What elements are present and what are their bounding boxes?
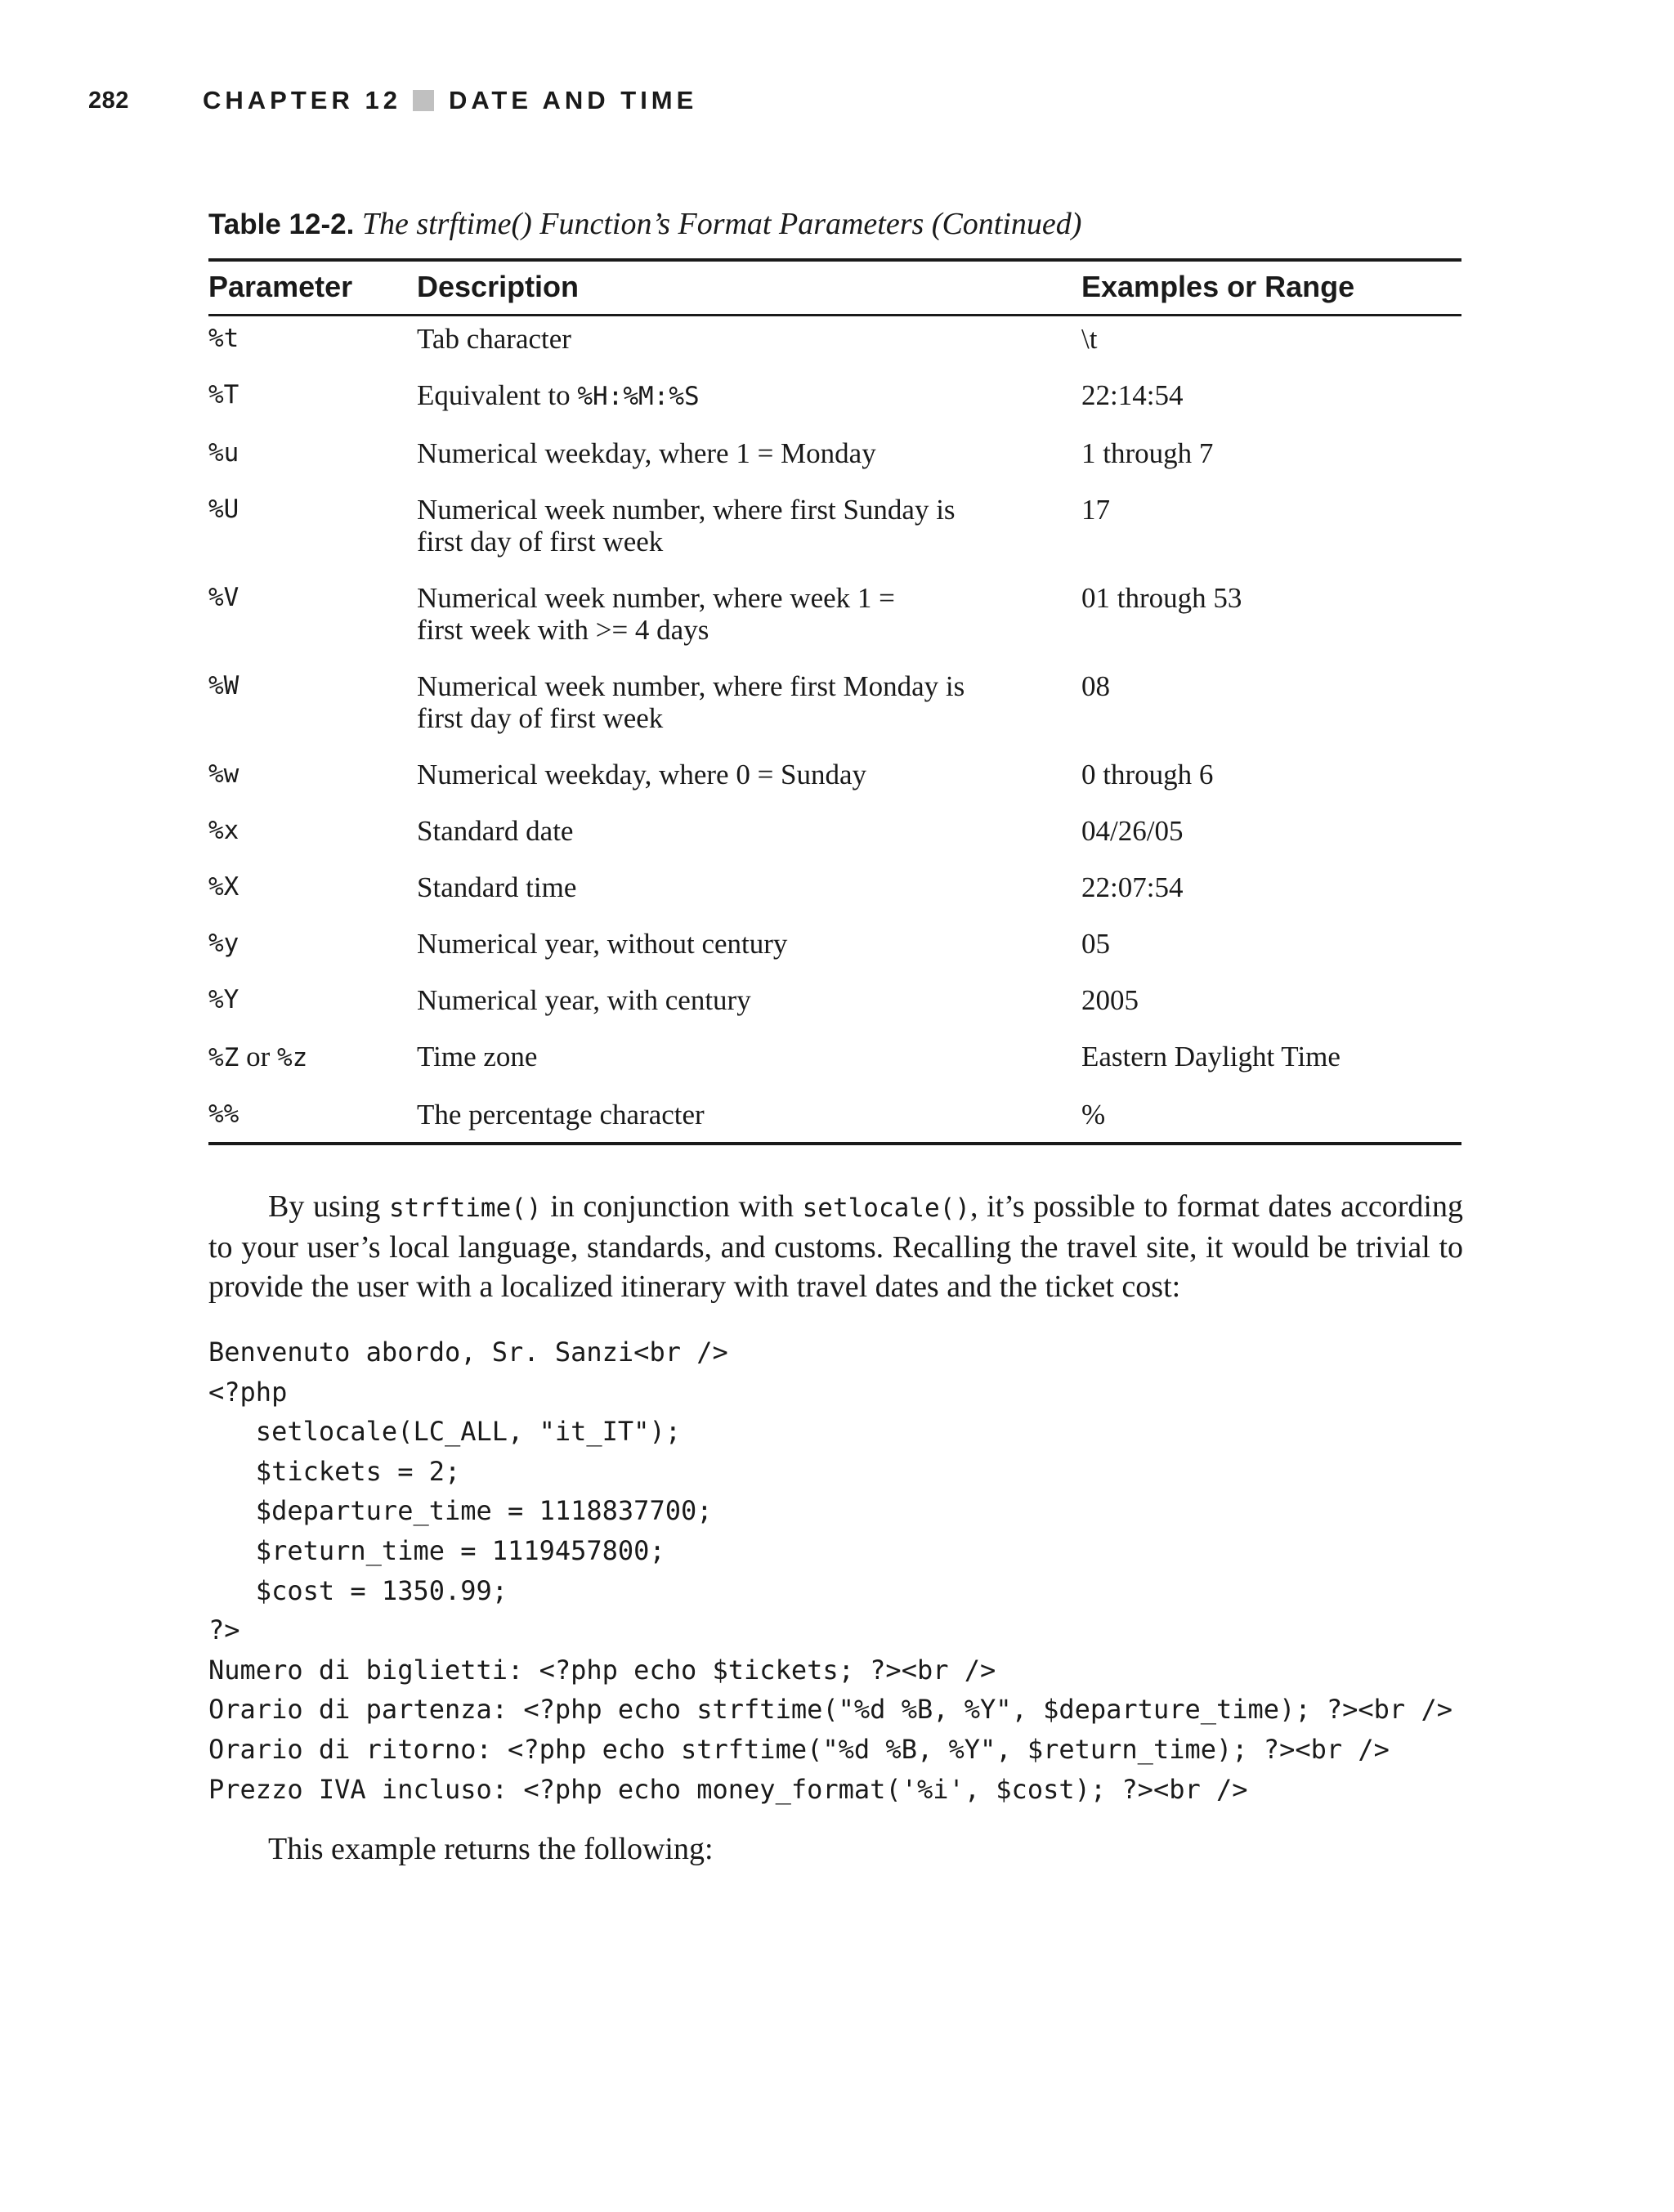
- description-cell: The percentage character: [417, 1092, 1081, 1144]
- chapter-label: CHAPTER 12: [203, 86, 401, 114]
- running-header: [88, 82, 697, 119]
- param-or: or: [239, 1041, 277, 1072]
- column-header-description: Description: [417, 260, 1081, 316]
- description-text: Equivalent to: [417, 379, 578, 411]
- param-cell: [208, 1034, 417, 1092]
- param-cell: %U: [208, 495, 239, 524]
- description-cell: [417, 487, 1081, 575]
- table-row: [208, 664, 1461, 752]
- example-cell: 04/26/05: [1081, 815, 1184, 847]
- example-cell: \t: [1081, 323, 1098, 355]
- description-line-2: first day of first week: [417, 702, 664, 734]
- column-header-parameter: Parameter: [208, 260, 417, 316]
- example-cell: 22:14:54: [1081, 379, 1184, 411]
- example-cell: 0 through 6: [1081, 759, 1214, 790]
- chapter-title: DATE AND TIME: [448, 86, 698, 114]
- table-row: [208, 487, 1461, 575]
- description-cell: Numerical year, without century: [417, 928, 788, 960]
- page-number: 282: [88, 87, 129, 114]
- description-code: %H:%M:%S: [577, 382, 700, 411]
- table-caption-title: The strftime() Function’s Format Parameters (Continued): [361, 207, 1082, 241]
- format-parameters-table: [208, 204, 1461, 1145]
- column-header-examples: Examples or Range: [1081, 260, 1461, 316]
- para-text-3: , it’s possible to format dates according to your user’s local language, standards, and customs. Recalling the travel site, it would be trivial to provide the user with a localized itinerary with travel dates and the ticket cost:: [208, 1189, 1463, 1304]
- table-row: [208, 865, 1461, 921]
- description-cell: [417, 373, 1081, 431]
- example-cell: 17: [1081, 494, 1110, 526]
- table-row: [208, 431, 1461, 487]
- example-cell: 08: [1081, 670, 1110, 702]
- table-header-row: [208, 260, 1461, 316]
- code-listing: Benvenuto abordo, Sr. Sanzi<br /> <?php setlocale(LC_ALL, "it_IT"); $tickets = 2; $departure_time = 1118837700; $return_time = 1119457800; $cost = 1350.99; ?> Numero di biglietti: <?php echo $tickets; ?><br /> Orario di partenza: <?php echo strftime("%d %B, %Y", $departure_time); ?><br /> Orario di ritorno: <?php echo strftime("%d %B, %Y", $return_time); ?><br /> Prezzo IVA incluso: <?php echo money_format('%i', $cost); ?><br />: [208, 1337, 1452, 1805]
- table: [208, 258, 1461, 1145]
- description-line-2: first day of first week: [417, 526, 664, 557]
- param-cell: %W: [208, 671, 239, 701]
- table-caption-label: Table 12-2.: [208, 208, 355, 240]
- param-cell: %T: [208, 380, 239, 410]
- example-cell: 05: [1081, 928, 1110, 960]
- description-cell: Numerical year, with century: [417, 984, 751, 1016]
- param-cell: %w: [208, 759, 239, 789]
- param-cell: %x: [208, 816, 239, 845]
- param-cell: %u: [208, 438, 239, 468]
- table-row: [208, 316, 1461, 374]
- description-line-2: first week with >= 4 days: [417, 614, 709, 646]
- table-row: [208, 1034, 1461, 1092]
- description-line-1: Numerical week number, where week 1 =: [417, 582, 895, 614]
- example-cell: 01 through 53: [1081, 582, 1242, 614]
- param-code-a: %Z: [208, 1043, 239, 1072]
- example-cell: 1 through 7: [1081, 437, 1214, 469]
- para-code-setlocale: setlocale(): [802, 1193, 970, 1223]
- table-row: [208, 575, 1461, 664]
- param-cell: %t: [208, 324, 239, 353]
- table-row: [208, 1092, 1461, 1144]
- param-cell: %%: [208, 1092, 417, 1144]
- table-row: [208, 373, 1461, 431]
- separator-square-icon: [413, 90, 434, 111]
- param-cell: %Y: [208, 985, 239, 1014]
- table-caption: [208, 204, 1461, 244]
- description-cell: Numerical weekday, where 0 = Sunday: [417, 759, 867, 790]
- example-cell: 22:07:54: [1081, 871, 1184, 903]
- description-cell: Standard time: [417, 871, 577, 903]
- param-cell: %y: [208, 929, 239, 958]
- description-cell: Time zone: [417, 1041, 538, 1072]
- para-text-1: By using: [268, 1189, 389, 1224]
- example-cell: 2005: [1081, 984, 1139, 1016]
- table-row: [208, 808, 1461, 865]
- param-cell: %V: [208, 583, 239, 612]
- description-cell: [417, 575, 1081, 664]
- description-line-1: Numerical week number, where first Sunday is: [417, 494, 956, 526]
- example-cell: Eastern Daylight Time: [1081, 1041, 1341, 1072]
- running-head: [203, 86, 697, 115]
- description-line-1: Numerical week number, where first Monday is: [417, 670, 965, 702]
- table-row: [208, 921, 1461, 978]
- table-row: [208, 752, 1461, 808]
- param-code-b: %z: [276, 1043, 308, 1072]
- table-row: [208, 978, 1461, 1034]
- description-cell: Numerical weekday, where 1 = Monday: [417, 437, 876, 469]
- param-cell: %X: [208, 872, 239, 902]
- description-cell: Standard date: [417, 815, 574, 847]
- para-code-strftime: strftime(): [388, 1193, 542, 1223]
- description-cell: [417, 664, 1081, 752]
- description-cell: Tab character: [417, 323, 571, 355]
- para-text-2: in conjunction with: [541, 1189, 803, 1224]
- body-paragraph-2: This example returns the following:: [268, 1832, 714, 1866]
- example-cell: %: [1081, 1092, 1461, 1144]
- body-paragraph: [208, 1187, 1463, 1306]
